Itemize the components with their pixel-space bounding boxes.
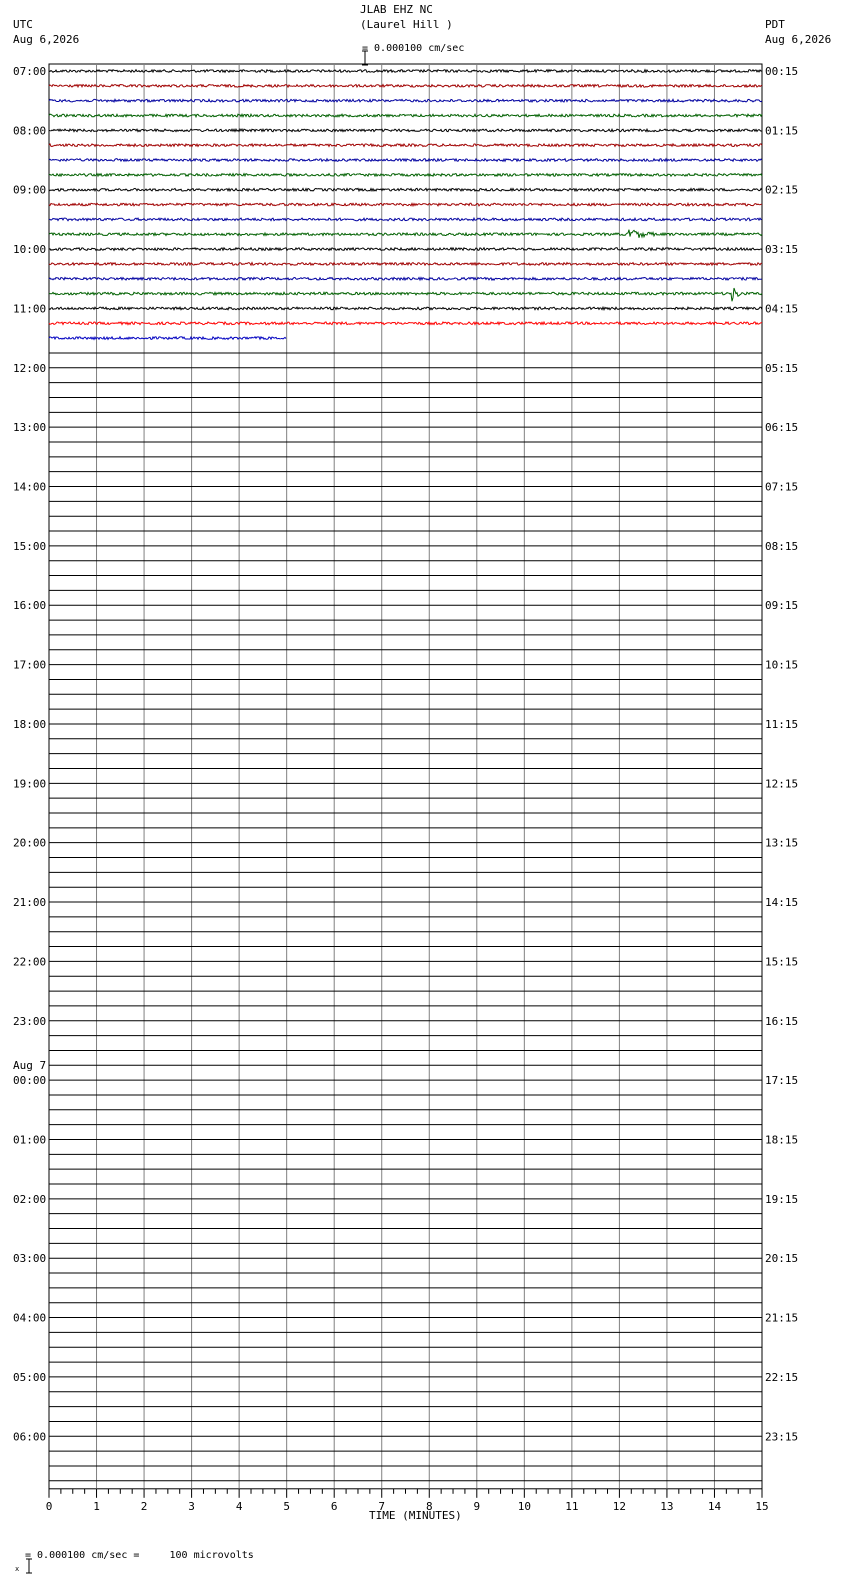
- utc-hour-label: 01:00: [13, 1133, 47, 1147]
- left-timezone: UTC: [13, 18, 33, 31]
- seismic-trace: [49, 218, 762, 221]
- utc-hour-label: 14:00: [13, 480, 47, 494]
- utc-hour-label: 08:00: [13, 124, 47, 138]
- x-tick-label: 5: [283, 1499, 290, 1513]
- seismic-trace: [49, 99, 762, 102]
- seismic-trace: [49, 188, 762, 191]
- seismic-trace: [49, 70, 762, 73]
- pdt-hour-label: 07:15: [765, 480, 799, 494]
- utc-hour-label: 07:00: [13, 65, 47, 78]
- x-tick-label: 4: [235, 1499, 243, 1513]
- utc-hour-label: 20:00: [13, 836, 47, 850]
- pdt-hour-label: 09:15: [765, 599, 799, 613]
- seismic-trace: [49, 85, 762, 88]
- pdt-hour-label: 13:15: [765, 836, 799, 850]
- seismic-trace: [49, 248, 762, 251]
- seismic-trace: [49, 114, 762, 117]
- x-tick-label: 3: [188, 1499, 195, 1513]
- utc-hour-label: 12:00: [13, 361, 47, 375]
- utc-hour-label: 22:00: [13, 955, 47, 969]
- pdt-hour-label: 00:15: [765, 65, 799, 78]
- x-tick-label: 8: [425, 1499, 433, 1513]
- utc-hour-label: 06:00: [13, 1430, 47, 1444]
- pdt-hour-label: 02:15: [765, 183, 799, 197]
- x-tick-label: 9: [473, 1499, 481, 1513]
- utc-hour-label: 03:00: [13, 1252, 47, 1266]
- utc-hour-label: 16:00: [13, 599, 47, 613]
- utc-hour-label: 09:00: [13, 183, 47, 197]
- x-tick-label: 10: [517, 1499, 531, 1513]
- pdt-hour-label: 23:15: [765, 1430, 799, 1444]
- calibration-icon: [2, 1545, 22, 1573]
- pdt-hour-label: 16:15: [765, 1014, 799, 1028]
- x-tick-label: 14: [707, 1499, 722, 1513]
- pdt-hour-label: 05:15: [765, 361, 799, 375]
- pdt-hour-label: 17:15: [765, 1074, 799, 1088]
- x-tick-label: 13: [660, 1499, 674, 1513]
- seismic-trace: [49, 129, 762, 132]
- utc-hour-label: 02:00: [13, 1192, 47, 1206]
- x-tick-label: 12: [612, 1499, 627, 1513]
- seismic-trace: [49, 263, 762, 266]
- pdt-hour-label: 08:15: [765, 539, 799, 553]
- utc-hour-label: 19:00: [13, 777, 47, 791]
- midnight-date-label: Aug 7: [13, 1059, 47, 1073]
- pdt-hour-label: 14:15: [765, 896, 799, 910]
- right-timezone: PDT: [765, 18, 785, 31]
- utc-hour-label: 05:00: [13, 1370, 47, 1384]
- seismic-trace: [49, 203, 762, 206]
- x-tick-label: 11: [565, 1499, 579, 1513]
- pdt-hour-label: 19:15: [765, 1192, 799, 1206]
- station-title: JLAB EHZ NC: [360, 3, 433, 16]
- pdt-hour-label: 03:15: [765, 243, 799, 257]
- seismic-trace: [49, 159, 762, 162]
- utc-hour-label: 11:00: [13, 302, 47, 316]
- utc-hour-label: 23:00: [13, 1014, 47, 1028]
- seismic-trace: [49, 288, 762, 301]
- left-date: Aug 6,2026: [13, 33, 80, 46]
- pdt-hour-label: 21:15: [765, 1311, 799, 1325]
- x-tick-label: 15: [755, 1499, 769, 1513]
- calibration-text: = 0.000100 cm/sec = 100 microvolts: [25, 1550, 254, 1561]
- seismic-trace: [49, 144, 762, 147]
- right-date: Aug 6,2026: [765, 33, 832, 46]
- seismic-trace: [49, 174, 762, 177]
- pdt-hour-label: 12:15: [765, 777, 799, 791]
- pdt-hour-label: 10:15: [765, 658, 799, 672]
- pdt-hour-label: 18:15: [765, 1133, 799, 1147]
- utc-hour-label: 13:00: [13, 421, 47, 435]
- utc-hour-label: 17:00: [13, 658, 47, 672]
- utc-hour-label: 21:00: [13, 896, 47, 910]
- x-tick-label: 7: [378, 1499, 386, 1513]
- utc-hour-label: 15:00: [13, 539, 47, 553]
- seismic-trace: [49, 322, 762, 325]
- pdt-hour-label: 15:15: [765, 955, 799, 969]
- x-axis-title: TIME (MINUTES): [369, 1509, 462, 1522]
- utc-hour-label: 00:00: [13, 1074, 47, 1088]
- pdt-hour-label: 04:15: [765, 302, 799, 316]
- seismic-trace: [49, 337, 286, 340]
- utc-hour-label: 18:00: [13, 717, 47, 731]
- pdt-hour-label: 01:15: [765, 124, 799, 138]
- x-tick-label: 6: [330, 1499, 338, 1513]
- x-tick-label: 0: [45, 1499, 53, 1513]
- pdt-hour-label: 06:15: [765, 421, 799, 435]
- pdt-hour-label: 11:15: [765, 717, 799, 731]
- plot-frame: [49, 64, 762, 1489]
- scale-text: = 0.000100 cm/sec: [362, 43, 465, 54]
- seismic-trace: [49, 307, 762, 310]
- x-tick-label: 2: [140, 1499, 148, 1513]
- utc-hour-label: 04:00: [13, 1311, 47, 1325]
- station-location: (Laurel Hill ): [360, 18, 453, 31]
- pdt-hour-label: 22:15: [765, 1370, 799, 1384]
- svg-text:x: x: [15, 1565, 20, 1573]
- utc-hour-label: 10:00: [13, 243, 47, 257]
- seismic-trace: [49, 230, 762, 238]
- pdt-hour-label: 20:15: [765, 1252, 799, 1266]
- x-tick-label: 1: [93, 1499, 100, 1513]
- seismic-trace: [49, 278, 762, 281]
